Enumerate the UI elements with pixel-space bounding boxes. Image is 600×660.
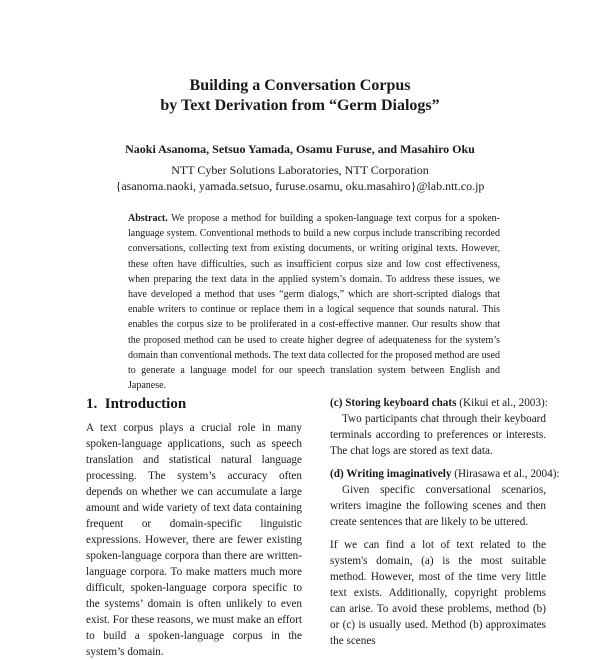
item-d-label: (d) Writing imaginatively bbox=[330, 468, 452, 480]
abstract-text: We propose a method for building a spoken-language text corpus for a spoken-language system. Conventional methods to build a new corpus include transcribing recorded conversations, collecting text from existing documents, or writing original texts. However, these often have difficulties, such as insufficient corpus size and low cost effectiveness, when preparing the text data in the applied system’s domain. To address these issues, we have developed a method that uses “germ dialogs,” which are short-scripted dialogs that enable writers to continue or replace them in a logical sequence that sounds natural. This enables the corpus size to be proliferated in a cost-effective manner. Our results show that the proposed method can be used to create higher degree of adequateness for the system’s domain than conventional methods. The text data collected for the proposed method are used to generate a language model for our speech translation system between English and Japanese. bbox=[128, 213, 500, 392]
affiliation-emails: {asanoma.naoki, yamada.setsuo, furuse.osamu, oku.masahiro}@lab.ntt.co.jp bbox=[115, 179, 485, 193]
item-c-heading bbox=[330, 395, 546, 411]
abstract-label: Abstract. bbox=[128, 213, 168, 224]
abstract bbox=[128, 211, 500, 393]
paper-title bbox=[0, 76, 600, 116]
title-line-1: Building a Conversation Corpus bbox=[189, 77, 411, 94]
affiliation-org: NTT Cyber Solutions Laboratories, NTT Corporation bbox=[171, 163, 429, 177]
affiliation bbox=[0, 162, 600, 194]
intro-paragraph: A text corpus plays a crucial role in many spoken-language applications, such as speech translation and statistical natural language processing. The system’s accuracy often depends on whether we can accumulate a large amount and wide variety of text data containing frequent or domain-specific linguistic expressions. However, there are fewer existing spoken-language corpora than there are written-language corpora. To make matters much more difficult, spoken-language corpora specific to the systems’ domain is often unlikely to even exist. For these reasons, we must make an effort to build a spoken-language corpus in the system’s domain. bbox=[86, 422, 302, 658]
section-title: Introduction bbox=[104, 396, 187, 412]
author-list: Naoki Asanoma, Setsuo Yamada, Osamu Furuse, and Masahiro Oku bbox=[125, 142, 475, 156]
right-paragraph: If we can find a lot of text related to the system's domain, (a) is the most suitable method. However, most of the time very little text exists. Additionally, copyright problems can arise. To avoid these problems, method (b) or (c) is usually used. Method (b) approximates the scenes bbox=[330, 539, 546, 647]
title-line-2: by Text Derivation from “Germ Dialogs” bbox=[160, 97, 440, 114]
section-heading-introduction bbox=[86, 396, 186, 413]
item-c-label: (c) Storing keyboard chats bbox=[330, 397, 457, 409]
item-d-body: Given specific conversational scenarios, writers imagine the following scenes and then create sentences that are likely to be uttered. bbox=[330, 484, 546, 528]
item-d-citation: (Hirasawa et al., 2004): bbox=[454, 468, 560, 480]
item-c-body: Two participants chat through their keyboard terminals according to preferences or interests. The chat logs are stored as text data. bbox=[330, 413, 546, 457]
item-c-citation: (Kikui et al., 2003): bbox=[459, 397, 548, 409]
left-column bbox=[86, 420, 302, 660]
right-column bbox=[330, 395, 560, 649]
section-number: 1. bbox=[86, 396, 98, 412]
item-d-heading bbox=[330, 466, 560, 482]
